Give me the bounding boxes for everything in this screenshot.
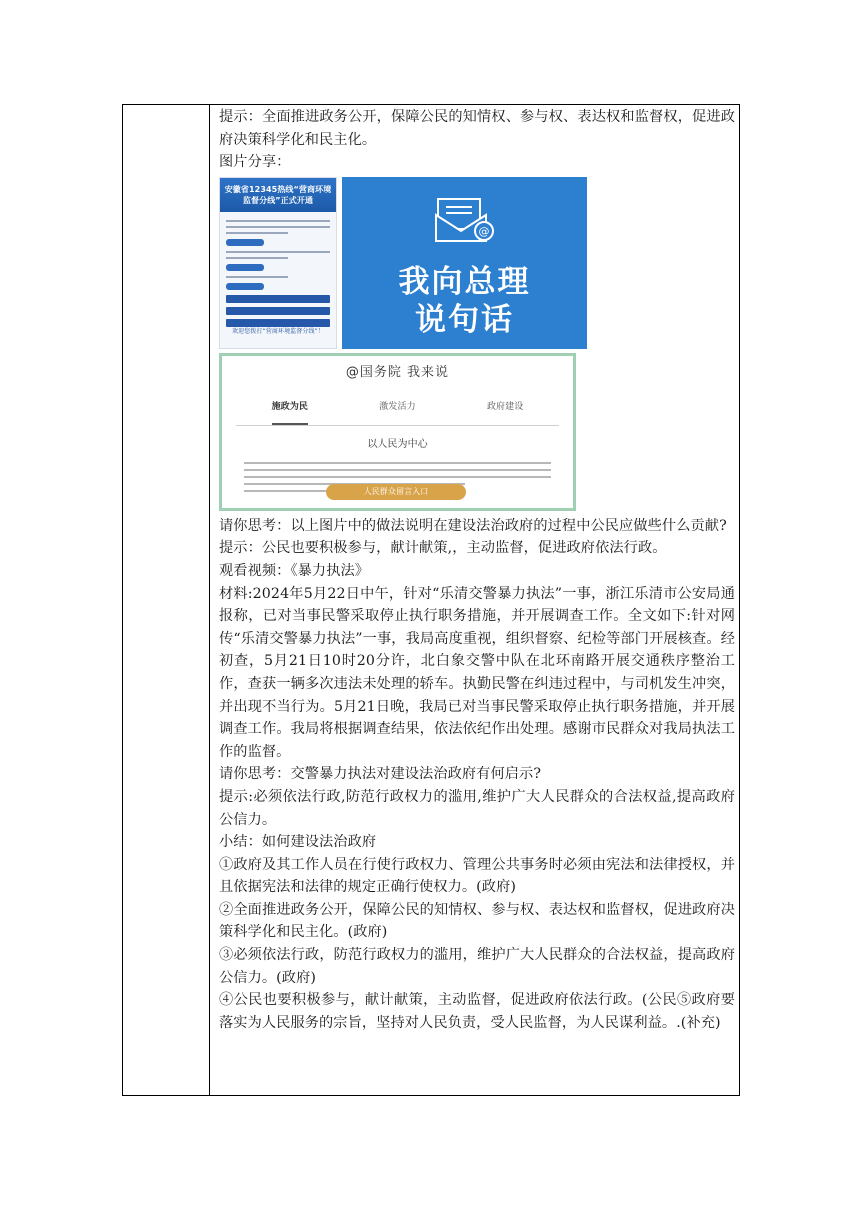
portal-title: @国务院 我来说 — [345, 364, 450, 380]
lesson-table — [122, 104, 740, 1096]
question-paragraph-1: 请你思考：以上图片中的做法说明在建设法治政府的过程中公民应做些什么贡献? — [219, 517, 727, 534]
svg-text:@: @ — [478, 224, 490, 238]
poster-footer: 欢迎您拨打“营商环境监督分线”！ — [232, 328, 324, 336]
video-label: 观看视频：《暴力执法》 — [219, 562, 370, 579]
summary-point-3: ③必须依法行政，防范行政权力的滥用，维护广大人民群众的合法权益，提高政府公信力。(政府) — [219, 947, 735, 986]
portal-message-button: 人民群众留言入口 — [326, 484, 466, 500]
hint-paragraph-3: 提示:必须依法行政,防范行政权力的滥用,维护广大人民群众的合法权益,提高政府公信力。 — [219, 788, 735, 828]
portal-tab: 施政为民 — [272, 396, 308, 425]
material-paragraph: 材料:2024年5月22日中午，针对“乐清交警暴力执法”一事，浙江乐清市公安局通报称，已对当事民警采取停止执行职务措施，并开展调查工作。全文如下:针对网传“乐清交警暴力执法”一事，我局高度重视，组织督察、纪检等部门开展核查。经初查，5月21日10时20分许，北白象交警中队在北环南路开展交通秩序整治工作，查获一辆多次违法未处理的轿车。执勤民警在纠违过程中，与司机发生冲突，并出现不当行为。5月21日晚，我局已对当事民警采取停止执行职务措施，并开展调查工作。我局将根据调查结果，依法依纪作出处理。感谢市民群众对我局执法工作的监督。 — [219, 585, 735, 760]
summary-point-1: ①政府及其工作人员在行使行政权力、管理公共事务时必须由宪法和法律授权，并且依据宪法和法律的规定正确行使权力。(政府) — [219, 856, 735, 896]
question-paragraph-2: 请你思考：交警暴力执法对建设法治政府有何启示? — [219, 766, 542, 783]
table-left-column — [123, 105, 210, 1095]
image-share-label: 图片分享： — [219, 154, 291, 171]
premier-message-text: 我向总理 说句话 — [398, 263, 531, 338]
image-row — [219, 177, 735, 349]
summary-title: 小结：如何建设法治政府 — [219, 834, 377, 851]
hint-paragraph-1: 提示：全面推进政务公开，保障公民的知情权、参与权、表达权和监督权，促进政府决策科学化和民主化。 — [219, 109, 735, 148]
summary-point-2: ②全面推进政务公开，保障公民的知情权、参与权、表达权和监督权，促进政府决策科学化和民主化。(政府) — [219, 901, 735, 941]
state-council-portal-image — [219, 353, 576, 511]
hotline-poster-image — [219, 177, 337, 349]
premier-message-image — [342, 177, 587, 349]
summary-point-4: ④公民也要积极参与，献计献策，主动监督，促进政府依法行政。(公民⑤政府要落实为人民服务的宗旨，坚持对人民负责，受人民监督，为人民谋利益。.(补充) — [219, 992, 735, 1031]
poster-title: 安徽省12345热线“营商环境监督分线”正式开通 — [220, 178, 336, 212]
table-right-column — [219, 106, 735, 1034]
portal-tab: 激发活力 — [379, 402, 416, 413]
portal-tabs — [236, 396, 559, 426]
envelope-at-icon — [434, 197, 496, 243]
portal-tab: 政府建设 — [486, 402, 524, 413]
hint-paragraph-2: 提示：公民也要积极参与，献计献策,，主动监督，促进政府依法行政。 — [219, 540, 667, 557]
poster-body — [220, 212, 336, 335]
portal-heading: 以人民为中心 — [367, 438, 428, 450]
